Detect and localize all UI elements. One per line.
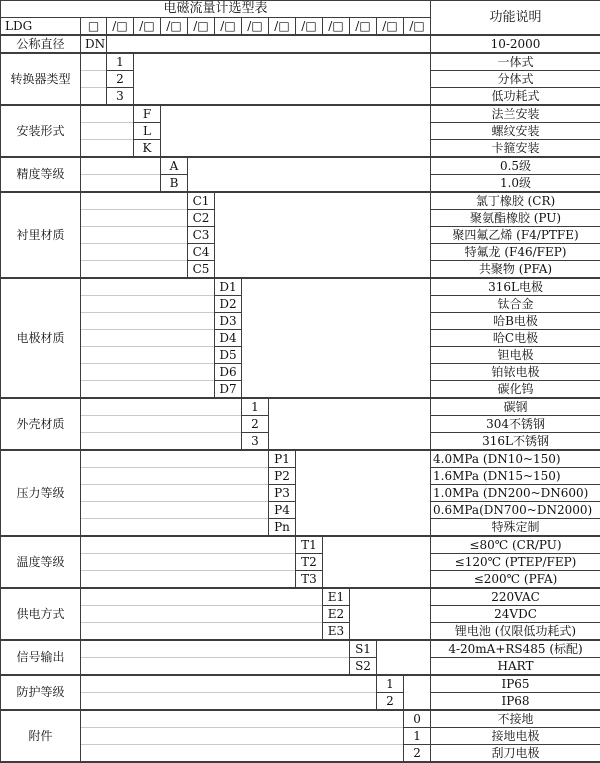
option-desc: ≤80℃ (CR/PU) — [431, 536, 600, 554]
option-code: T2 — [296, 554, 323, 571]
option-desc: 24VDC — [431, 606, 600, 623]
model-slot-box: /□ — [188, 18, 215, 36]
table-title: 电磁流量计选型表 — [1, 1, 431, 18]
option-desc: 特氟龙 (F46/FEP) — [431, 244, 600, 261]
option-code: E1 — [323, 588, 350, 606]
option-code: D1 — [215, 278, 242, 296]
grid-spacer — [81, 105, 134, 123]
group-label-signal-output: 信号输出 — [1, 640, 81, 675]
grid-spacer — [81, 364, 215, 381]
blank-region — [269, 398, 431, 450]
model-slot-box: /□ — [107, 18, 134, 36]
option-code: E3 — [323, 623, 350, 641]
option-desc: 铂铱电极 — [431, 364, 600, 381]
option-desc: IP68 — [431, 693, 600, 711]
grid-spacer — [81, 693, 377, 711]
option-desc: IP65 — [431, 675, 600, 693]
function-column-header: 功能说明 — [431, 1, 600, 36]
grid-spacer — [81, 502, 269, 519]
option-desc: 哈C电极 — [431, 330, 600, 347]
option-desc: 0.5级 — [431, 157, 600, 175]
group-label-power-supply: 供电方式 — [1, 588, 81, 640]
option-desc: 接地电极 — [431, 728, 600, 745]
option-desc: 卡箍安装 — [431, 140, 600, 158]
option-desc: HART — [431, 658, 600, 676]
diameter-label: 公称直径 — [1, 35, 81, 53]
group-label-accuracy-grade: 精度等级 — [1, 157, 81, 192]
option-desc: 1.0级 — [431, 175, 600, 193]
option-code: C1 — [188, 192, 215, 210]
option-code: 3 — [107, 88, 134, 106]
model-slot-box: /□ — [269, 18, 296, 36]
grid-spacer — [81, 244, 188, 261]
option-desc: 聚四氟乙烯 (F4/PTFE) — [431, 227, 600, 244]
option-code: T3 — [296, 571, 323, 589]
grid-spacer — [81, 53, 107, 71]
option-desc: 聚氨酯橡胶 (PU) — [431, 210, 600, 227]
option-code: D6 — [215, 364, 242, 381]
option-desc: 锂电池 (仅限低功耗式) — [431, 623, 600, 641]
model-slot-box: /□ — [161, 18, 188, 36]
option-desc: 法兰安装 — [431, 105, 600, 123]
option-desc: 氯丁橡胶 (CR) — [431, 192, 600, 210]
option-code: P3 — [269, 485, 296, 502]
option-code: D5 — [215, 347, 242, 364]
blank-region — [350, 588, 431, 640]
group-label-lining-material: 衬里材质 — [1, 192, 81, 278]
option-code: E2 — [323, 606, 350, 623]
option-code: 2 — [242, 416, 269, 433]
option-code: S1 — [350, 640, 377, 658]
option-desc: ≤200℃ (PFA) — [431, 571, 600, 589]
grid-spacer — [81, 554, 296, 571]
blank-region — [242, 278, 431, 398]
option-desc: 316L电极 — [431, 278, 600, 296]
option-desc: 1.0MPa (DN200~DN600) — [431, 485, 600, 502]
model-slot-box: /□ — [242, 18, 269, 36]
option-code: 2 — [107, 71, 134, 88]
blank-region — [134, 53, 431, 105]
grid-spacer — [81, 330, 215, 347]
group-label-protection-grade: 防护等级 — [1, 675, 81, 710]
option-code: 2 — [404, 745, 431, 763]
grid-spacer — [81, 296, 215, 313]
model-base-box: □ — [81, 18, 107, 36]
grid-spacer — [81, 71, 107, 88]
group-label-electrode-material: 电极材质 — [1, 278, 81, 398]
option-desc: 碳钢 — [431, 398, 600, 416]
grid-spacer — [81, 347, 215, 364]
model-slot-box: /□ — [296, 18, 323, 36]
option-code: 1 — [377, 675, 404, 693]
grid-spacer — [81, 192, 188, 210]
grid-spacer — [81, 210, 188, 227]
option-desc: 共聚物 (PFA) — [431, 261, 600, 279]
grid-spacer — [81, 745, 404, 763]
grid-spacer — [81, 157, 161, 175]
option-desc: 1.6MPa (DN15~150) — [431, 468, 600, 485]
option-desc: 钽电极 — [431, 347, 600, 364]
blank-region — [323, 536, 431, 588]
blank-region — [107, 35, 431, 53]
option-code: C2 — [188, 210, 215, 227]
option-code: S2 — [350, 658, 377, 676]
blank-region — [161, 105, 431, 157]
option-code: B — [161, 175, 188, 193]
grid-spacer — [81, 278, 215, 296]
option-desc: 哈B电极 — [431, 313, 600, 330]
option-desc: 螺纹安装 — [431, 123, 600, 140]
option-code: 3 — [242, 433, 269, 451]
grid-spacer — [81, 416, 242, 433]
option-code: 0 — [404, 710, 431, 728]
option-code: P1 — [269, 450, 296, 468]
model-code-label: LDG — [1, 18, 81, 36]
grid-spacer — [81, 381, 215, 399]
group-label-converter-type: 转换器类型 — [1, 53, 81, 105]
option-desc: 0.6MPa(DN700~DN2000) — [431, 502, 600, 519]
option-code: D2 — [215, 296, 242, 313]
option-code: P4 — [269, 502, 296, 519]
blank-region — [377, 640, 431, 675]
option-code: C3 — [188, 227, 215, 244]
group-label-install-form: 安装形式 — [1, 105, 81, 157]
grid-spacer — [81, 261, 188, 279]
grid-spacer — [81, 606, 323, 623]
grid-spacer — [81, 450, 269, 468]
grid-spacer — [81, 313, 215, 330]
option-desc: 钛合金 — [431, 296, 600, 313]
option-desc: 220VAC — [431, 588, 600, 606]
grid-spacer — [81, 710, 404, 728]
option-desc: 4.0MPa (DN10~150) — [431, 450, 600, 468]
grid-spacer — [81, 485, 269, 502]
option-code: P2 — [269, 468, 296, 485]
model-slot-box: /□ — [350, 18, 377, 36]
option-code: F — [134, 105, 161, 123]
option-code: Pn — [269, 519, 296, 537]
grid-spacer — [81, 140, 134, 158]
option-desc: 304不锈钢 — [431, 416, 600, 433]
grid-spacer — [81, 675, 377, 693]
grid-spacer — [81, 728, 404, 745]
option-code: 1 — [404, 728, 431, 745]
option-code: K — [134, 140, 161, 158]
option-code: A — [161, 157, 188, 175]
grid-spacer — [81, 123, 134, 140]
option-desc: 低功耗式 — [431, 88, 600, 106]
diameter-code: DN — [81, 35, 107, 53]
model-slot-box: /□ — [215, 18, 242, 36]
grid-spacer — [81, 536, 296, 554]
grid-spacer — [81, 658, 350, 676]
option-code: 1 — [107, 53, 134, 71]
model-slot-box: /□ — [377, 18, 404, 36]
grid-spacer — [81, 571, 296, 589]
option-code: 1 — [242, 398, 269, 416]
option-code: T1 — [296, 536, 323, 554]
grid-spacer — [81, 433, 242, 451]
option-desc: ≤120℃ (PTEP/FEP) — [431, 554, 600, 571]
grid-spacer — [81, 519, 269, 537]
option-code: C5 — [188, 261, 215, 279]
option-code: L — [134, 123, 161, 140]
option-desc: 特殊定制 — [431, 519, 600, 537]
blank-region — [215, 192, 431, 278]
group-label-temperature-grade: 温度等级 — [1, 536, 81, 588]
group-label-housing-material: 外壳材质 — [1, 398, 81, 450]
option-desc: 分体式 — [431, 71, 600, 88]
model-slot-box: /□ — [404, 18, 431, 36]
option-code: D4 — [215, 330, 242, 347]
grid-spacer — [81, 468, 269, 485]
option-desc: 碳化钨 — [431, 381, 600, 399]
grid-spacer — [81, 88, 107, 106]
option-code: C4 — [188, 244, 215, 261]
grid-spacer — [81, 623, 323, 641]
model-slot-box: /□ — [134, 18, 161, 36]
option-desc: 一体式 — [431, 53, 600, 71]
model-slot-box: /□ — [323, 18, 350, 36]
grid-spacer — [81, 175, 161, 193]
grid-spacer — [81, 227, 188, 244]
option-code: D3 — [215, 313, 242, 330]
option-desc: 316L不锈钢 — [431, 433, 600, 451]
option-desc: 刮刀电极 — [431, 745, 600, 763]
option-desc: 不接地 — [431, 710, 600, 728]
option-code: 2 — [377, 693, 404, 711]
group-label-pressure-grade: 压力等级 — [1, 450, 81, 536]
blank-region — [404, 675, 431, 710]
option-desc: 4-20mA+RS485 (标配) — [431, 640, 600, 658]
blank-region — [188, 157, 431, 192]
option-code: D7 — [215, 381, 242, 399]
grid-spacer — [81, 588, 323, 606]
grid-spacer — [81, 398, 242, 416]
group-label-accessories: 附件 — [1, 710, 81, 762]
diameter-range: 10-2000 — [431, 35, 600, 53]
grid-spacer — [81, 640, 350, 658]
blank-region — [296, 450, 431, 536]
